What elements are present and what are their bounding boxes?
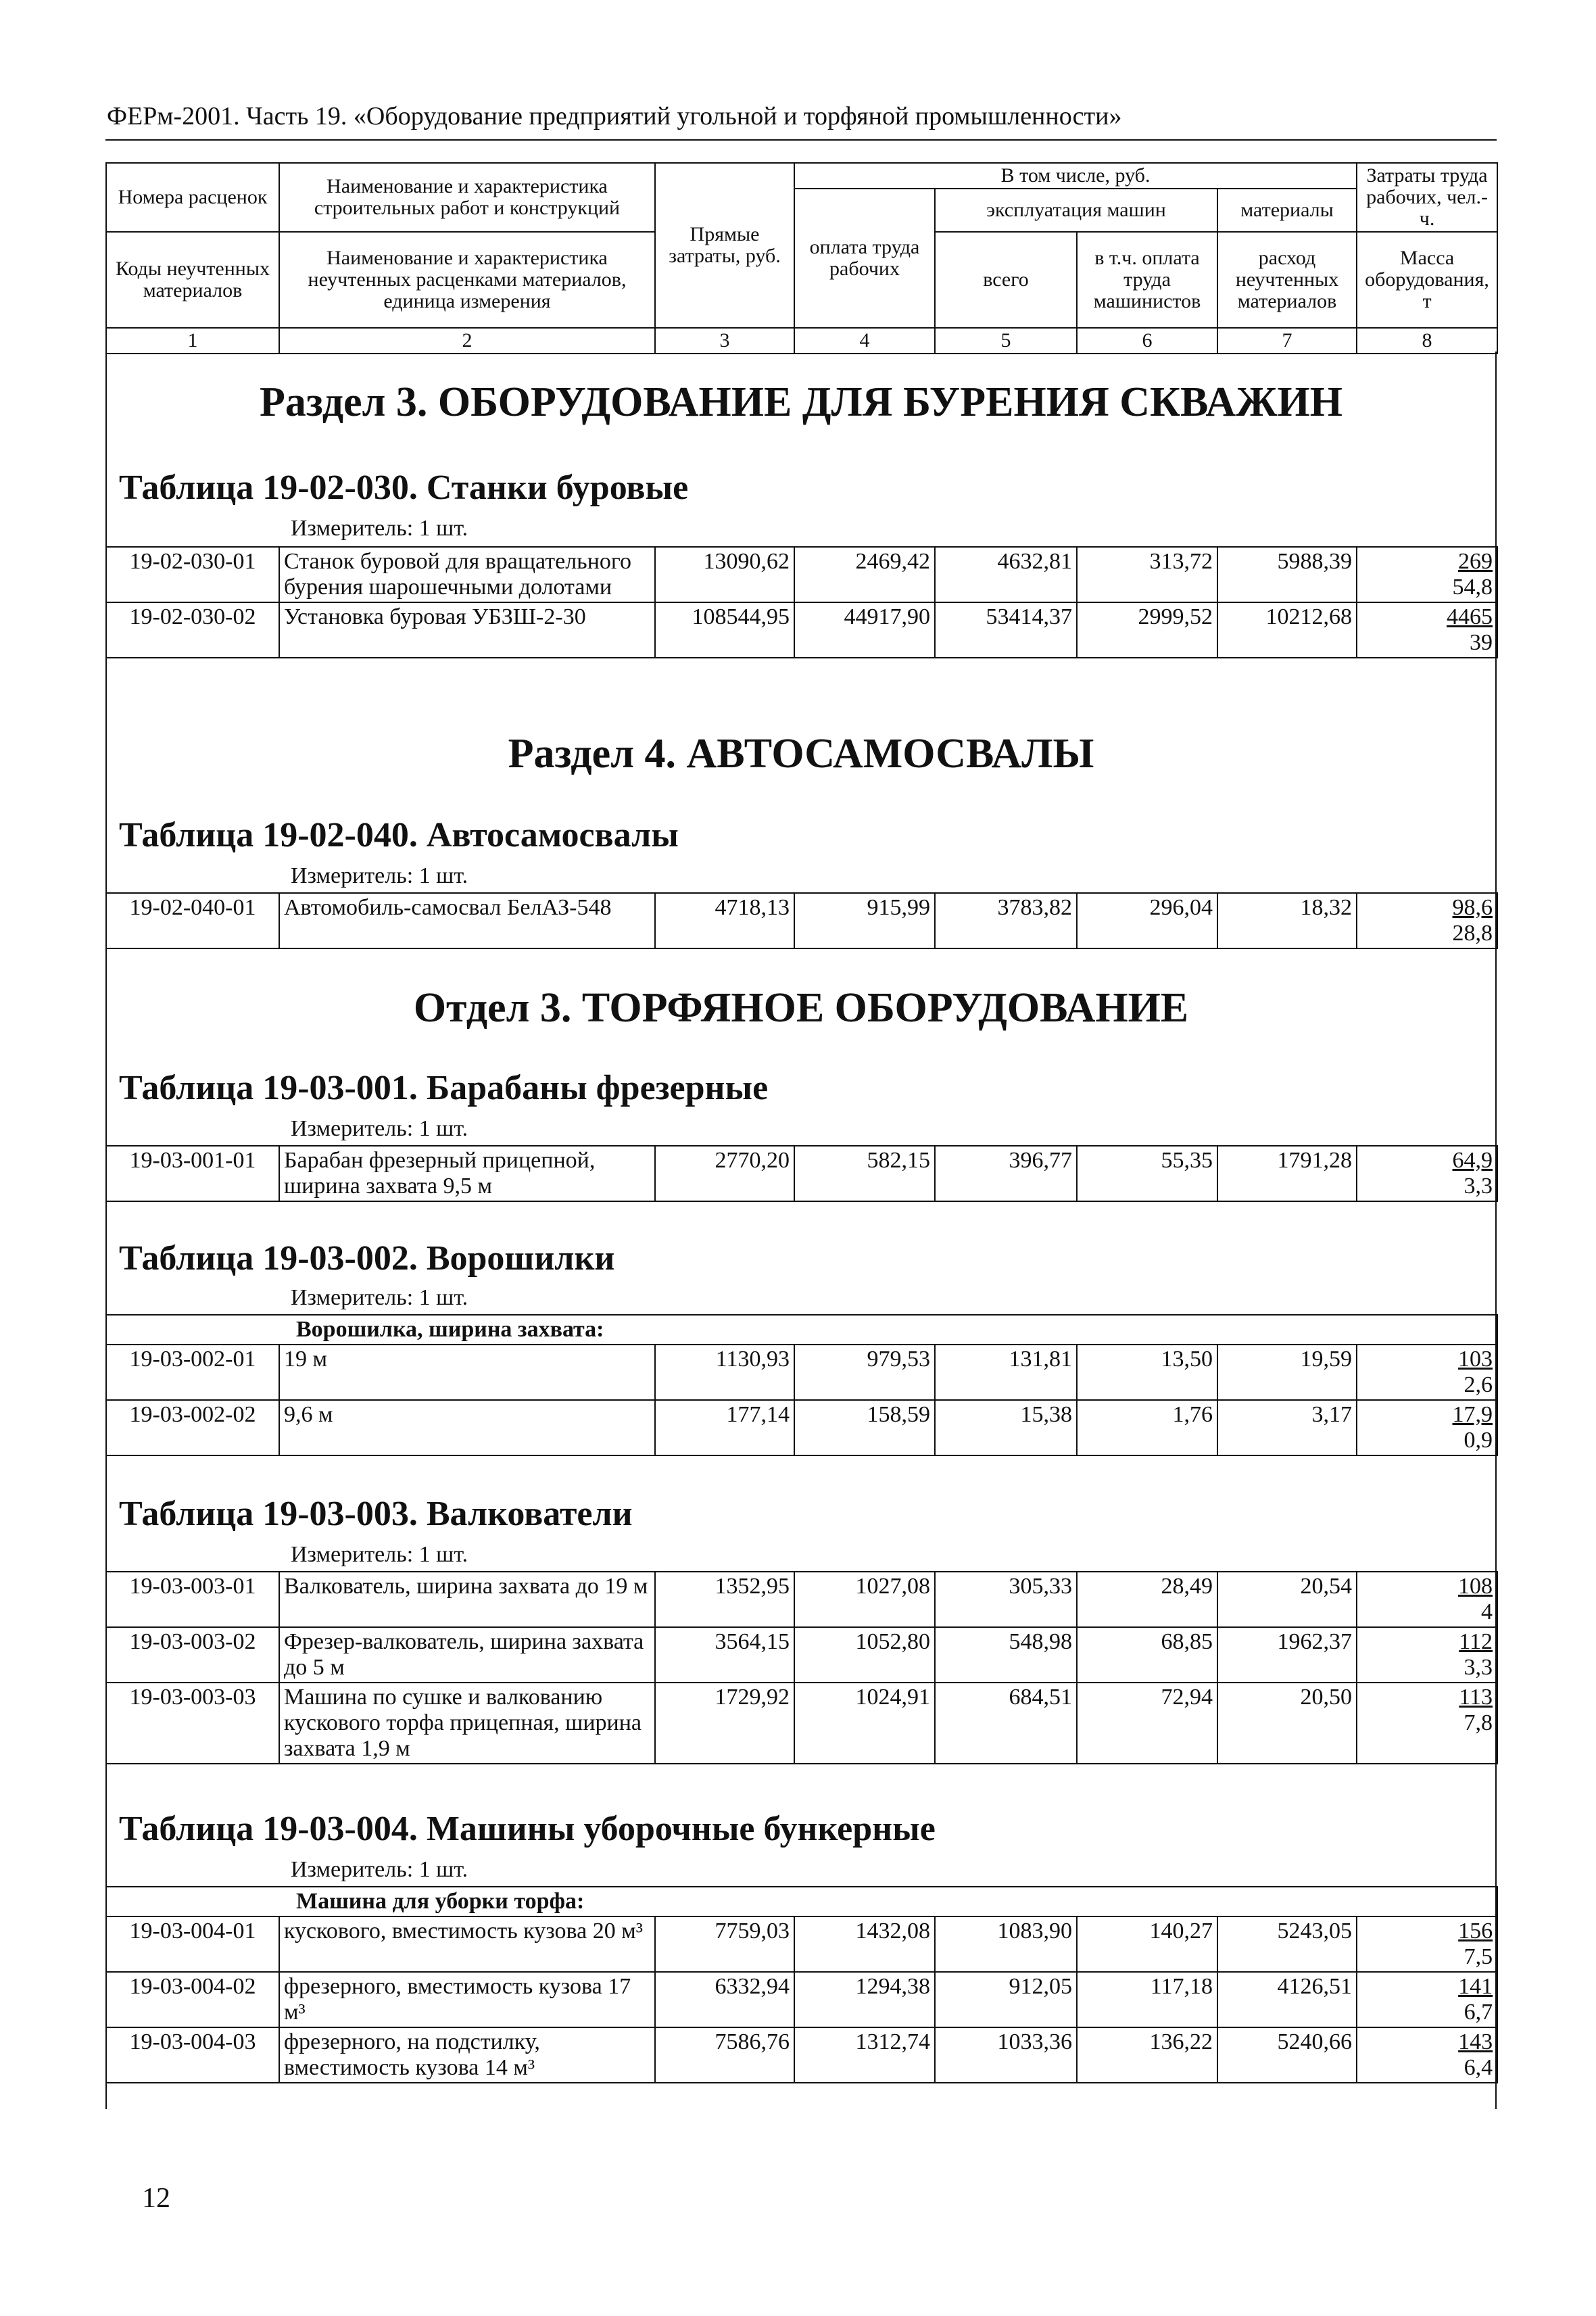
- row-mass: 6,4: [1464, 2055, 1493, 2080]
- table-row: [106, 602, 1497, 658]
- row-labor: 1052,80: [794, 1627, 935, 1683]
- row-code: 19-03-003-02: [106, 1627, 279, 1683]
- row-code: 19-03-002-02: [106, 1400, 279, 1455]
- row-hours-mass: [1357, 1972, 1497, 2027]
- row-labor: 915,99: [794, 893, 935, 948]
- table-subhead-row: [106, 1887, 1497, 1916]
- row-hours: 17,9: [1452, 1402, 1493, 1427]
- table-title-19-03-003: Таблица 19-03-003. Валкователи: [119, 1495, 633, 1533]
- row-name: фрезерного, вместимость кузова 17 м³: [279, 1972, 655, 2027]
- row-code: 19-02-030-01: [106, 547, 279, 602]
- row-hours-mass: [1357, 1572, 1497, 1627]
- row-labor: 44917,90: [794, 602, 935, 658]
- row-labor: 1294,38: [794, 1972, 935, 2027]
- labor-header: оплата труда рабочих: [794, 189, 935, 328]
- row-mach-labor: 55,35: [1077, 1146, 1217, 1201]
- row-name: Машина по сушке и валкованию кускового торфа прицепная, ширина захвата 1,9 м: [279, 1683, 655, 1764]
- row-mach-labor: 1,76: [1077, 1400, 1217, 1455]
- mach-labor-header: в т.ч. оплата труда машинистов: [1077, 232, 1217, 328]
- row-hours-mass: [1357, 893, 1497, 948]
- row-hours: 64,9: [1452, 1148, 1493, 1173]
- row-mach: 684,51: [935, 1683, 1077, 1764]
- row-hours: 108: [1458, 1574, 1493, 1599]
- page-header: ФЕРм-2001. Часть 19. «Оборудование предприятий угольной и торфяной промышленности»: [107, 102, 1122, 130]
- row-labor: 979,53: [794, 1345, 935, 1400]
- row-mat: 1962,37: [1217, 1627, 1357, 1683]
- row-mat: 18,32: [1217, 893, 1357, 948]
- row-mat: 5988,39: [1217, 547, 1357, 602]
- row-mat: 5240,66: [1217, 2027, 1357, 2083]
- department-title-3: Отдел 3. ТОРФЯНОЕ ОБОРУДОВАНИЕ: [413, 985, 1189, 1031]
- row-mach-labor: 28,49: [1077, 1572, 1217, 1627]
- col8-bottom: Масса оборудования, т: [1357, 232, 1497, 328]
- row-mach-labor: 68,85: [1077, 1627, 1217, 1683]
- col2-top: Наименование и характеристика строительных работ и конструкций: [279, 163, 655, 232]
- row-direct: 1729,92: [655, 1683, 794, 1764]
- row-mat: 20,54: [1217, 1572, 1357, 1627]
- row-direct: 6332,94: [655, 1972, 794, 2027]
- table-title-19-03-002: Таблица 19-03-002. Ворошилки: [119, 1239, 615, 1278]
- col-num-4: 4: [794, 328, 935, 354]
- materials-header: материалы: [1217, 189, 1357, 232]
- table-19-03-001: [105, 1145, 1498, 1202]
- unit-19-02-030: Измеритель: 1 шт.: [291, 516, 468, 541]
- row-name: Валкователь, ширина захвата до 19 м: [279, 1572, 655, 1627]
- row-direct: 2770,20: [655, 1146, 794, 1201]
- row-direct: 1130,93: [655, 1345, 794, 1400]
- row-mass: 39: [1470, 630, 1493, 655]
- col8-top: Затраты труда рабочих, чел.-ч.: [1357, 163, 1497, 232]
- row-code: 19-03-004-03: [106, 2027, 279, 2083]
- row-name: Фрезер-валкователь, ширина захвата до 5 м: [279, 1627, 655, 1683]
- table-row: [106, 1627, 1497, 1683]
- row-mass: 0,9: [1464, 1428, 1493, 1453]
- row-code: 19-02-040-01: [106, 893, 279, 948]
- row-hours: 103: [1458, 1347, 1493, 1372]
- col-num-2: 2: [279, 328, 655, 354]
- row-mat: 10212,68: [1217, 602, 1357, 658]
- header-rule: [105, 139, 1497, 141]
- row-mach: 548,98: [935, 1627, 1077, 1683]
- mach-total-header: всего: [935, 232, 1077, 328]
- row-mat: 19,59: [1217, 1345, 1357, 1400]
- table-19-03-003: [105, 1571, 1498, 1764]
- col-num-1: 1: [106, 328, 279, 354]
- row-mass: 4: [1481, 1599, 1493, 1624]
- unit-19-03-002: Измеритель: 1 шт.: [291, 1285, 468, 1310]
- row-hours: 98,6: [1452, 895, 1493, 920]
- table-subhead: Ворошилка, ширина захвата:: [106, 1315, 1497, 1345]
- row-name: Барабан фрезерный прицепной, ширина захвата 9,5 м: [279, 1146, 655, 1201]
- table-19-03-002: [105, 1314, 1498, 1456]
- row-hours-mass: [1357, 1683, 1497, 1764]
- row-hours-mass: [1357, 547, 1497, 602]
- table-19-02-040: [105, 892, 1498, 949]
- table-title-19-02-040: Таблица 19-02-040. Автосамосвалы: [119, 816, 679, 854]
- row-direct: 7586,76: [655, 2027, 794, 2083]
- row-name: Станок буровой для вращательного бурения шарошечными долотами: [279, 547, 655, 602]
- section-title-3: Раздел 3. ОБОРУДОВАНИЕ ДЛЯ БУРЕНИЯ СКВАЖИН: [260, 379, 1343, 425]
- row-hours: 4465: [1447, 604, 1493, 629]
- row-mach: 3783,82: [935, 893, 1077, 948]
- column-header-table: [105, 162, 1498, 354]
- row-mass: 3,3: [1464, 1174, 1493, 1199]
- row-mass: 54,8: [1452, 575, 1493, 600]
- row-labor: 158,59: [794, 1400, 935, 1455]
- row-labor: 2469,42: [794, 547, 935, 602]
- table-row: [106, 1146, 1497, 1201]
- row-mass: 7,5: [1464, 1944, 1493, 1969]
- col1-top: Номера расценок: [106, 163, 279, 232]
- table-row: [106, 1400, 1497, 1455]
- row-mach: 912,05: [935, 1972, 1077, 2027]
- incl-header: В том числе, руб.: [794, 163, 1357, 189]
- section-title-4: Раздел 4. АВТОСАМОСВАЛЫ: [508, 731, 1094, 777]
- row-hours-mass: [1357, 1916, 1497, 1972]
- row-mach: 15,38: [935, 1400, 1077, 1455]
- row-direct: 3564,15: [655, 1627, 794, 1683]
- table-row: [106, 893, 1497, 948]
- row-hours-mass: [1357, 602, 1497, 658]
- unit-19-03-003: Измеритель: 1 шт.: [291, 1542, 468, 1567]
- page-number: 12: [142, 2183, 170, 2214]
- row-mach-labor: 13,50: [1077, 1345, 1217, 1400]
- row-mat: 4126,51: [1217, 1972, 1357, 2027]
- row-hours-mass: [1357, 1345, 1497, 1400]
- row-direct: 1352,95: [655, 1572, 794, 1627]
- col-num-7: 7: [1217, 328, 1357, 354]
- row-code: 19-02-030-02: [106, 602, 279, 658]
- row-mass: 28,8: [1452, 921, 1493, 946]
- row-direct: 108544,95: [655, 602, 794, 658]
- table-row: [106, 2027, 1497, 2083]
- table-row: [106, 1683, 1497, 1764]
- col1-bottom: Коды неучтенных материалов: [106, 232, 279, 328]
- col-num-3: 3: [655, 328, 794, 354]
- row-name: фрезерного, на подстилку, вместимость кузова 14 м³: [279, 2027, 655, 2083]
- row-hours: 113: [1459, 1685, 1493, 1710]
- table-row: [106, 547, 1497, 602]
- row-mach: 131,81: [935, 1345, 1077, 1400]
- row-direct: 4718,13: [655, 893, 794, 948]
- row-mach: 1033,36: [935, 2027, 1077, 2083]
- row-hours: 156: [1458, 1919, 1493, 1944]
- row-mat: 5243,05: [1217, 1916, 1357, 1972]
- table-19-03-004: [105, 1886, 1498, 2083]
- row-mass: 6,7: [1464, 2000, 1493, 2025]
- row-code: 19-03-003-01: [106, 1572, 279, 1627]
- row-mass: 2,6: [1464, 1372, 1493, 1397]
- row-code: 19-03-004-02: [106, 1972, 279, 2027]
- col-num-5: 5: [935, 328, 1077, 354]
- row-labor: 1432,08: [794, 1916, 935, 1972]
- row-mat: 1791,28: [1217, 1146, 1357, 1201]
- row-mach-labor: 117,18: [1077, 1972, 1217, 2027]
- row-mach-labor: 72,94: [1077, 1683, 1217, 1764]
- col-num-8: 8: [1357, 328, 1497, 354]
- row-code: 19-03-003-03: [106, 1683, 279, 1764]
- row-mach: 305,33: [935, 1572, 1077, 1627]
- row-hours-mass: [1357, 2027, 1497, 2083]
- row-code: 19-03-004-01: [106, 1916, 279, 1972]
- row-labor: 1027,08: [794, 1572, 935, 1627]
- row-hours: 143: [1458, 2029, 1493, 2054]
- row-name: 19 м: [279, 1345, 655, 1400]
- row-direct: 177,14: [655, 1400, 794, 1455]
- row-name: 9,6 м: [279, 1400, 655, 1455]
- row-code: 19-03-002-01: [106, 1345, 279, 1400]
- table-title-19-02-030: Таблица 19-02-030. Станки буровые: [119, 468, 689, 507]
- col3-header: Прямые затраты, руб.: [655, 163, 794, 328]
- row-mach: 1083,90: [935, 1916, 1077, 1972]
- row-hours: 141: [1458, 1974, 1493, 1999]
- row-mach-labor: 140,27: [1077, 1916, 1217, 1972]
- row-mat: 3,17: [1217, 1400, 1357, 1455]
- row-mach: 396,77: [935, 1146, 1077, 1201]
- row-name: кускового, вместимость кузова 20 м³: [279, 1916, 655, 1972]
- row-labor: 582,15: [794, 1146, 935, 1201]
- row-mach-labor: 2999,52: [1077, 602, 1217, 658]
- row-mach-labor: 296,04: [1077, 893, 1217, 948]
- unit-19-03-001: Измеритель: 1 шт.: [291, 1116, 468, 1141]
- row-name: Автомобиль-самосвал БелАЗ-548: [279, 893, 655, 948]
- mat-expense-header: расход неучтенных материалов: [1217, 232, 1357, 328]
- row-name: Установка буровая УБЗШ-2-30: [279, 602, 655, 658]
- row-mach-labor: 136,22: [1077, 2027, 1217, 2083]
- row-hours-mass: [1357, 1146, 1497, 1201]
- row-mach-labor: 313,72: [1077, 547, 1217, 602]
- col2-bottom: Наименование и характеристика неучтенных расценками материалов, единица измерения: [279, 232, 655, 328]
- row-direct: 13090,62: [655, 547, 794, 602]
- row-mat: 20,50: [1217, 1683, 1357, 1764]
- row-hours: 112: [1459, 1629, 1493, 1654]
- table-title-19-03-004: Таблица 19-03-004. Машины уборочные бункерные: [119, 1810, 936, 1848]
- table-row: [106, 1972, 1497, 2027]
- machines-header: эксплуатация машин: [935, 189, 1217, 232]
- row-code: 19-03-001-01: [106, 1146, 279, 1201]
- row-mach: 4632,81: [935, 547, 1077, 602]
- table-19-02-030: [105, 546, 1498, 658]
- row-labor: 1312,74: [794, 2027, 935, 2083]
- row-hours-mass: [1357, 1400, 1497, 1455]
- table-subhead-row: [106, 1315, 1497, 1345]
- row-mass: 3,3: [1464, 1655, 1493, 1680]
- table-row: [106, 1345, 1497, 1400]
- table-title-19-03-001: Таблица 19-03-001. Барабаны фрезерные: [119, 1069, 769, 1107]
- row-hours-mass: [1357, 1627, 1497, 1683]
- table-subhead: Машина для уборки торфа:: [106, 1887, 1497, 1916]
- row-hours: 269: [1458, 549, 1493, 574]
- row-mach: 53414,37: [935, 602, 1077, 658]
- table-row: [106, 1572, 1497, 1627]
- table-row: [106, 1916, 1497, 1972]
- col-num-6: 6: [1077, 328, 1217, 354]
- row-direct: 7759,03: [655, 1916, 794, 1972]
- row-mass: 7,8: [1464, 1710, 1493, 1735]
- row-labor: 1024,91: [794, 1683, 935, 1764]
- unit-19-02-040: Измеритель: 1 шт.: [291, 863, 468, 888]
- unit-19-03-004: Измеритель: 1 шт.: [291, 1857, 468, 1882]
